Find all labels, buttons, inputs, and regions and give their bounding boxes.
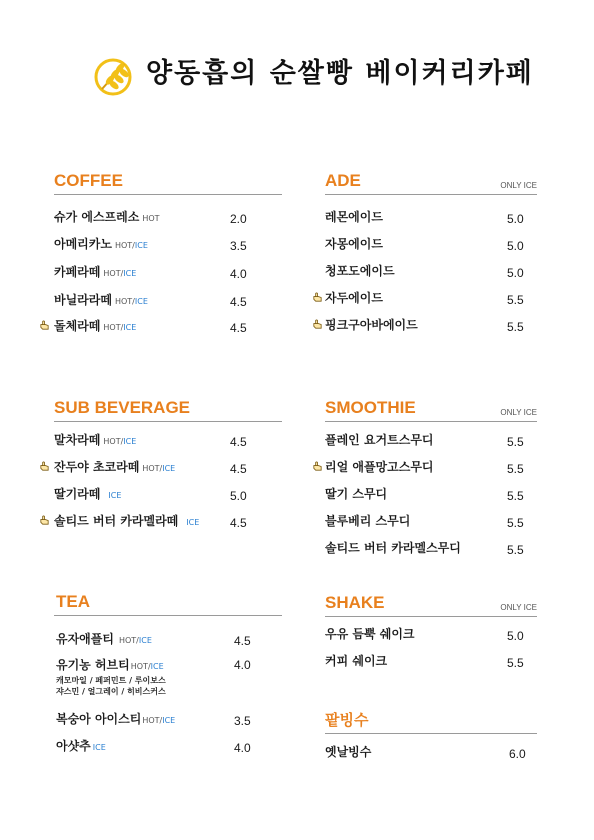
menu-header	[0, 52, 594, 100]
item-price: 5.5	[507, 516, 524, 530]
menu-item[interactable]	[54, 513, 282, 533]
pointing-hand-icon	[312, 319, 323, 330]
pointing-hand-icon	[39, 461, 50, 472]
temp-tag: ICE	[186, 518, 200, 527]
section-title: ADE	[325, 171, 361, 190]
item-name: 딸기라떼 ICE	[54, 487, 122, 501]
menu-item[interactable]	[325, 459, 537, 479]
section-ade	[325, 171, 537, 341]
temp-tag: HOT/ICE	[103, 323, 137, 332]
item-price: 4.5	[230, 516, 247, 530]
item-price: 4.5	[234, 634, 251, 648]
temp-tag: HOT/ICE	[114, 297, 148, 306]
item-price: 4.0	[230, 267, 247, 281]
temp-tag: HOT/ICE	[118, 636, 152, 645]
section-coffee	[54, 171, 282, 341]
item-price: 5.0	[230, 489, 247, 503]
item-name: 아샷추 ICE	[56, 739, 106, 753]
wheat-icon	[90, 56, 136, 96]
only-ice-note: ONLY ICE	[500, 408, 537, 417]
item-name: 청포도에이드	[325, 264, 395, 278]
section-tea	[54, 592, 282, 762]
only-ice-note: ONLY ICE	[500, 603, 537, 612]
temp-tag: HOT/ICE	[142, 464, 176, 473]
section-divider	[325, 194, 537, 195]
menu-item[interactable]	[325, 317, 537, 337]
item-price: 5.5	[507, 489, 524, 503]
menu-item[interactable]	[325, 540, 537, 560]
item-name: 딸기 스무디	[325, 487, 388, 501]
menu-item[interactable]	[54, 318, 282, 338]
section-title: TEA	[56, 592, 90, 611]
section-title: COFFEE	[54, 171, 123, 190]
item-name: 슈가 에스프레소 HOT	[54, 210, 160, 224]
menu-item[interactable]	[325, 513, 537, 533]
item-name: 플레인 요거트스무디	[325, 433, 434, 447]
section-divider	[54, 615, 282, 616]
item-name: 유기농 허브티HOT/ICE	[56, 658, 164, 672]
menu-item[interactable]	[325, 486, 537, 506]
pointing-hand-icon	[312, 292, 323, 303]
item-name: 아메리카노 HOT/ICE	[54, 237, 148, 251]
menu-item[interactable]	[325, 744, 537, 764]
item-price: 5.5	[507, 543, 524, 557]
section-title: SMOOTHIE	[325, 398, 416, 417]
menu-item[interactable]	[325, 626, 537, 646]
temp-tag: HOT/ICE	[103, 269, 137, 278]
section-title: SUB BEVERAGE	[54, 398, 191, 417]
item-price: 5.5	[507, 462, 524, 476]
section-sub-beverage	[54, 398, 282, 538]
menu-item[interactable]	[54, 657, 282, 701]
item-price: 4.5	[230, 321, 247, 335]
item-price: 4.0	[234, 741, 251, 755]
item-price: 2.0	[230, 212, 247, 226]
pointing-hand-icon	[39, 320, 50, 331]
item-name: 우유 듬뿍 쉐이크	[325, 627, 415, 641]
section-bingsu	[325, 710, 537, 770]
temp-tag: HOT/ICE	[142, 716, 176, 725]
item-name: 옛날빙수	[325, 745, 372, 759]
pointing-hand-icon	[39, 515, 50, 526]
menu-item[interactable]	[325, 432, 537, 452]
item-name: 솔티드 버터 카라멜라떼 ICE	[54, 514, 200, 528]
item-name: 바닐라라떼 HOT/ICE	[54, 293, 148, 307]
item-name: 레몬에이드	[325, 210, 383, 224]
item-price: 4.0	[234, 658, 251, 672]
item-price: 5.0	[507, 266, 524, 280]
item-price: 5.5	[507, 656, 524, 670]
item-name: 커피 쉐이크	[325, 654, 388, 668]
menu-item[interactable]	[54, 459, 282, 479]
item-price: 5.0	[507, 629, 524, 643]
section-smoothie	[325, 398, 537, 568]
pointing-hand-icon	[312, 461, 323, 472]
menu-item[interactable]	[54, 738, 282, 758]
section-divider	[54, 194, 282, 195]
temp-tag: ICE	[92, 743, 106, 752]
item-price: 6.0	[509, 747, 526, 761]
item-price: 5.5	[507, 293, 524, 307]
item-price: 5.0	[507, 212, 524, 226]
section-title: 팥빙수	[325, 711, 369, 729]
item-name: 핑크구아바에이드	[325, 318, 418, 332]
temp-tag: ICE	[108, 491, 122, 500]
item-price: 4.5	[230, 295, 247, 309]
section-shake	[325, 593, 537, 673]
item-name: 유자애플티 HOT/ICE	[56, 632, 152, 646]
menu-item[interactable]	[54, 711, 282, 731]
item-name: 자몽에이드	[325, 237, 383, 251]
menu-item[interactable]	[325, 290, 537, 310]
temp-tag: HOT/ICE	[130, 662, 164, 671]
tea-options: 캐모마일 / 페퍼민트 / 루이보스	[56, 676, 166, 685]
section-title: SHAKE	[325, 593, 385, 612]
tea-options: 쟈스민 / 얼그레이 / 히비스커스	[56, 687, 166, 696]
item-price: 3.5	[234, 714, 251, 728]
item-price: 4.5	[230, 435, 247, 449]
item-name: 복숭아 아이스티HOT/ICE	[56, 712, 176, 726]
menu-item[interactable]	[325, 209, 537, 229]
section-divider	[54, 421, 282, 422]
menu-item[interactable]	[54, 432, 282, 452]
item-price: 5.5	[507, 320, 524, 334]
item-name: 솔티드 버터 카라멜스무디	[325, 541, 461, 555]
menu-item[interactable]	[54, 264, 282, 284]
item-name: 말차라떼 HOT/ICE	[54, 433, 137, 447]
temp-tag: HOT/ICE	[103, 437, 137, 446]
item-price: 3.5	[230, 239, 247, 253]
item-price: 5.0	[507, 239, 524, 253]
temp-tag: HOT	[142, 214, 160, 223]
menu-item[interactable]	[325, 263, 537, 283]
item-name: 블루베리 스무디	[325, 514, 411, 528]
item-name: 자두에이드	[325, 291, 383, 305]
menu-item[interactable]	[325, 236, 537, 256]
menu-item[interactable]	[54, 631, 282, 651]
item-name: 리얼 애플망고스무디	[325, 460, 434, 474]
menu-item[interactable]	[54, 486, 282, 506]
menu-item[interactable]	[54, 236, 282, 256]
item-name: 돌체라떼 HOT/ICE	[54, 319, 137, 333]
item-name: 카페라떼 HOT/ICE	[54, 265, 137, 279]
section-divider	[325, 733, 537, 734]
item-name: 잔두야 초코라떼 HOT/ICE	[54, 460, 176, 474]
menu-item[interactable]	[54, 209, 282, 229]
section-divider	[325, 616, 537, 617]
section-divider	[325, 421, 537, 422]
cafe-title: 양동흡의 순쌀빵 베이커리카페	[146, 58, 534, 89]
item-price: 4.5	[230, 462, 247, 476]
only-ice-note: ONLY ICE	[500, 181, 537, 190]
item-price: 5.5	[507, 435, 524, 449]
menu-item[interactable]	[54, 292, 282, 312]
temp-tag: HOT/ICE	[114, 241, 148, 250]
menu-item[interactable]	[325, 653, 537, 673]
